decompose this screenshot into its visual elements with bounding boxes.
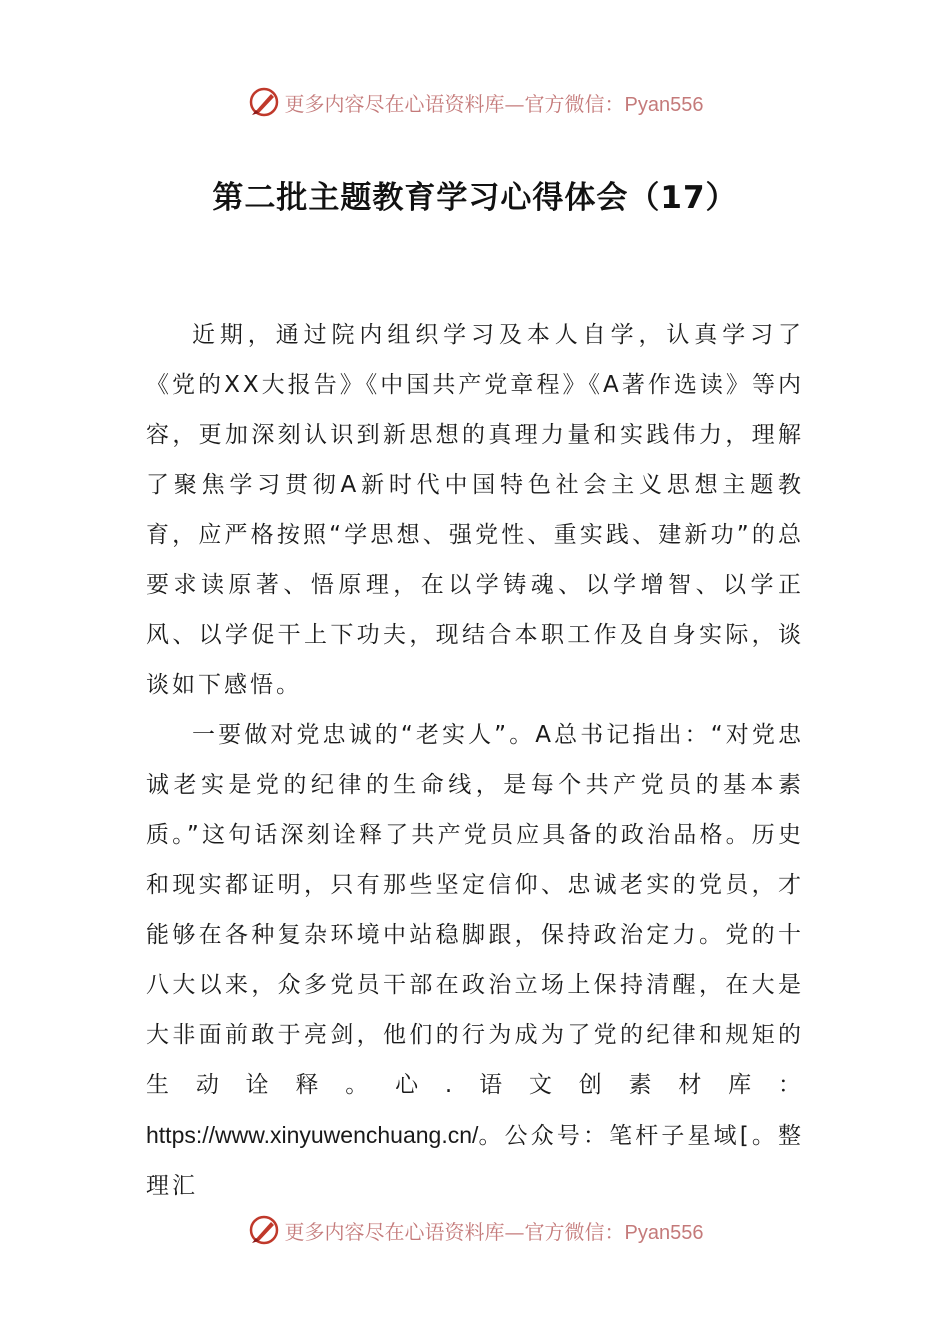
paragraph-loyalty: 一要做对党忠诚的“老实人”。A总书记指出：“对党忠诚老实是党的纪律的生命线，是每个共产党员的基本素质。”这句话深刻诠释了共产党员应具备的政治品格。历史和现实都证明，只有那些坚定信仰、忠诚老实的党员，才能够在各种复杂环境中站稳脚跟，保持政治定力。党的十八大以来，众多党员干部在政治立场上保持清醒，在大是大非面前敢于亮剑，他们的行为成为了党的纪律和规矩的生动诠释。心.语文创素材库：https://www.xinyuwenchuang.cn/。公众号：笔杆子星域[。整理汇 (146, 722, 804, 1199)
page-title: 第二批主题教育学习心得体会（17） (212, 180, 738, 216)
document-body (146, 310, 804, 1211)
header-wechat-handle: Pyan556 (624, 93, 704, 116)
pen-logo-icon (247, 85, 281, 119)
paragraph-intro: 近期，通过院内组织学习及本人自学，认真学习了《党的XX大报告》《中国共产党章程》《A著作选读》等内容，更加深刻认识到新思想的真理力量和实践伟力，理解了聚焦学习贯彻A新时代中国特色社会主义思想主题教育，应严格按照“学思想、强党性、重实践、建新功”的总要求读原著、悟原理，在以学铸魂、以学增智、以学正风、以学促干上下功夫，现结合本职工作及自身实际，谈谈如下感悟。 (146, 322, 804, 698)
footer-banner-text: 更多内容尽在心语资料库—官方微信：Pyan556 (284, 1219, 704, 1244)
footer-banner (0, 1210, 950, 1250)
source-url-text: https://www.xinyuwenchuang.cn/ (146, 1122, 479, 1148)
header-banner-text: 更多内容尽在心语资料库—官方微信：Pyan556 (284, 91, 704, 116)
header-banner (0, 82, 950, 122)
pen-logo-icon (247, 1213, 281, 1247)
footer-wechat-handle: Pyan556 (624, 1221, 704, 1244)
